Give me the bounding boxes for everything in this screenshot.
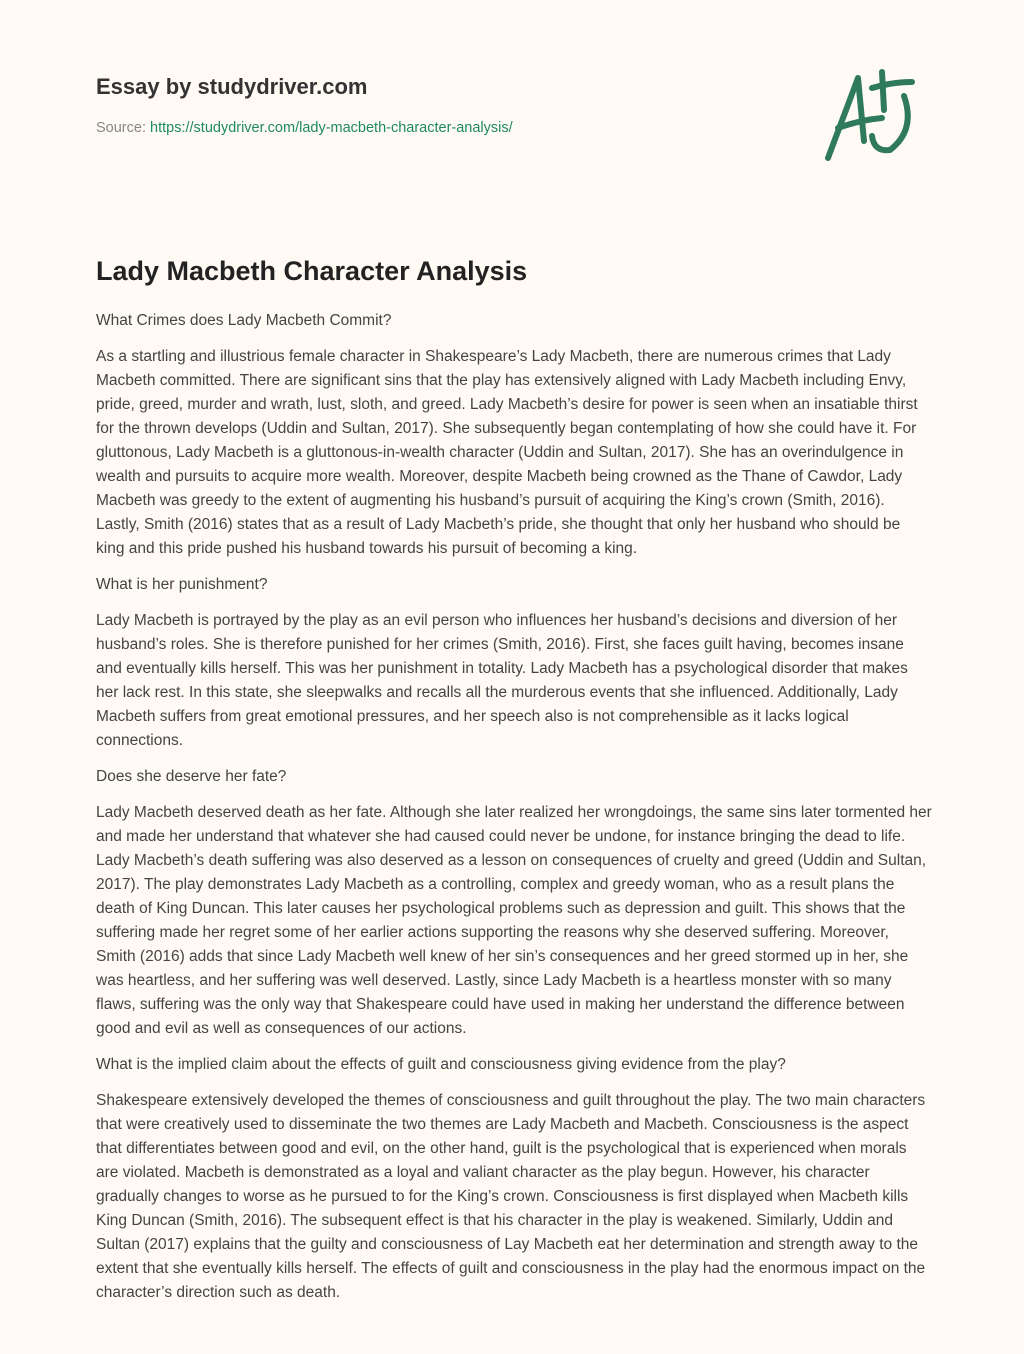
essay-title: Lady Macbeth Character Analysis: [96, 256, 528, 286]
source-line: [96, 120, 513, 136]
question-heading: What Crimes does Lady Macbeth Commit?: [96, 312, 392, 329]
essay-header: [96, 74, 513, 136]
paragraph: Shakespeare extensively developed the themes of consciousness and guilt throughout the play. The two main characters that were creatively used to disseminate the two themes are Lady Macbeth and Macbeth. Consciousness is the aspect that differentiates between good and evil, on the other hand, guilt is the psychological that is experienced when morals are violated. Macbeth is demonstrated as a loyal and valiant character as the play begun. However, his character gradually changes to worse as he pursued to for the King’s crown. Consciousness is first displayed when Macbeth kills King Duncan (Smith, 2016). The subsequent effect is that his character in the play is weakened. Similarly, Uddin and Sultan (2017) explains that the guilty and consciousness of Lay Macbeth eat her determination and strength away to the extent that she eventually kills herself. The effects of guilt and consciousness in the play had the enormous impact on the character’s direction such as death.: [96, 1092, 926, 1301]
question-heading: What is the implied claim about the effects of guilt and consciousness giving evidence from the play?: [96, 1056, 786, 1073]
question-heading: What is her punishment?: [96, 576, 268, 593]
essay-body: [96, 256, 932, 1317]
source-label: Source:: [96, 120, 146, 136]
a-plus-logo-icon: [820, 66, 930, 166]
source-link[interactable]: https://studydriver.com/lady-macbeth-character-analysis/: [150, 120, 513, 136]
question-heading: Does she deserve her fate?: [96, 768, 287, 785]
paragraph: Lady Macbeth deserved death as her fate. Although she later realized her wrongdoings, the same sins later tormented her and made her understand that whatever she had caused could never be undone, for instance bringing the dead to life. Lady Macbeth’s death suffering was also deserved as a lesson on consequences of cruelty and greed (Uddin and Sultan, 2017). The play demonstrates Lady Macbeth as a controlling, complex and greedy woman, who as a result plans the death of King Duncan. This later causes her psychological problems such as depression and guilt. This shows that the suffering made her regret some of her earlier actions supporting the reasons why she deserved suffering. Moreover, Smith (2016) adds that since Lady Macbeth well knew of her sin’s consequences and her greed stormed up in her, she was heartless, and her suffering was well deserved. Lastly, since Lady Macbeth is a heartless monster with so many flaws, suffering was the only way that Shakespeare could have used in making her understand the difference between good and evil as well as consequences of our actions.: [96, 804, 932, 1037]
paragraph: Lady Macbeth is portrayed by the play as an evil person who influences her husband’s decisions and diversion of her husband’s roles. She is therefore punished for her crimes (Smith, 2016). First, she faces guilt having, becomes insane and eventually kills herself. This was her punishment in totality. Lady Macbeth has a psychological disorder that makes her lack rest. In this state, she sleepwalks and recalls all the murderous events that she influenced. Additionally, Lady Macbeth suffers from great emotional pressures, and her speech also is not comprehensible as it lacks logical connections.: [96, 612, 908, 749]
site-title: Essay by studydriver.com: [96, 74, 368, 99]
paragraph: As a startling and illustrious female character in Shakespeare’s Lady Macbeth, there are numerous crimes that Lady Macbeth committed. There are significant sins that the play has extensively aligned with Lady Macbeth including Envy, pride, greed, murder and wrath, lust, sloth, and greed. Lady Macbeth’s desire for power is seen when an insatiable thirst for the thrown develops (Uddin and Sultan, 2017). She subsequently began contemplating of how she could have it. For gluttonous, Lady Macbeth is a gluttonous-in-wealth character (Uddin and Sultan, 2017). She has an overindulgence in wealth and pursuits to acquire more wealth. Moreover, despite Macbeth being crowned as the Thane of Cawdor, Lady Macbeth was greedy to the extent of augmenting his husband’s pursuit of acquiring the King’s crown (Smith, 2016). Lastly, Smith (2016) states that as a result of Lady Macbeth’s pride, she thought that only her husband who should be king and this pride pushed his husband towards his pursuit of becoming a king.: [96, 348, 918, 557]
